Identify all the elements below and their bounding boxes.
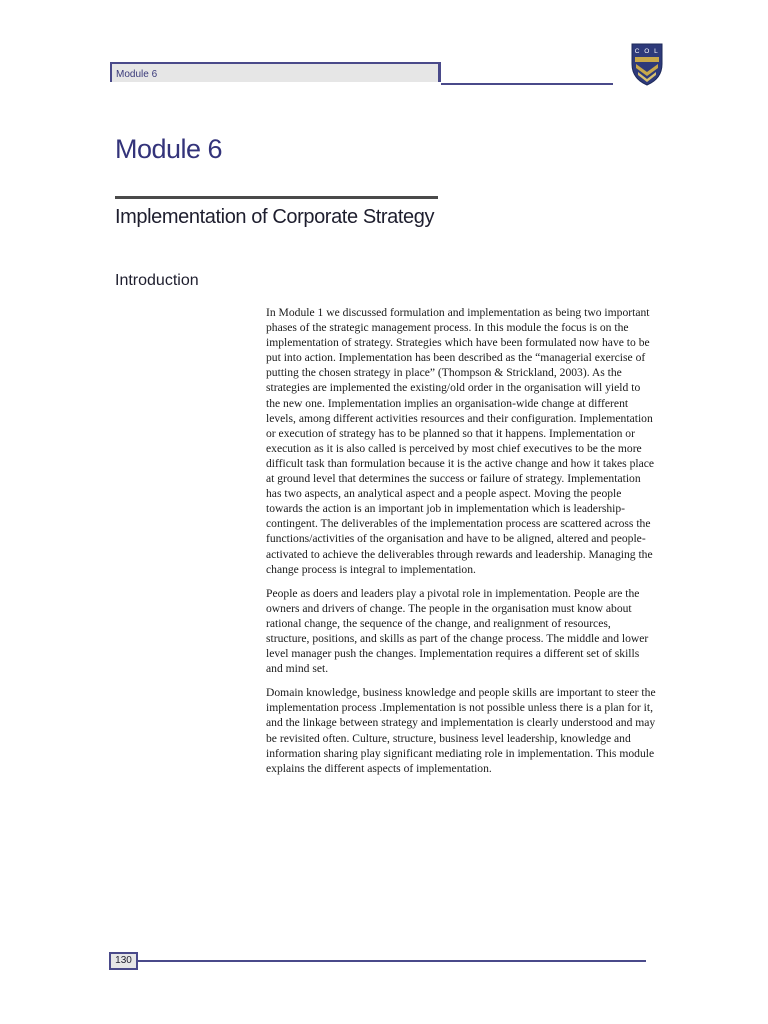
module-title: Module 6 xyxy=(115,134,223,164)
body-text xyxy=(266,305,656,785)
paragraph: People as doers and leaders play a pivotal role in implementation. People are the owners and drivers of change. The people in the organisation must know about rational change, the sequence of the change, and realignment of resources, structure, positions, and skills as part of the change process. The middle and lower level manager push the changes. Implementation requires a different set of skills and mind set. xyxy=(266,586,649,676)
paragraph: In Module 1 we discussed formulation and implementation as being two important phases of the strategic management process. In this module the focus is on the implementation of strategy. Strategies which have been formulated now have to be put into action. Implementation has been described as the “managerial exercise of putting the chosen strategy in place” (Thompson & Strickland, 2003). As the strategies are implemented the existing/old order in the organisation will yield to the new one. Implementation implies an organisation-wide change at different levels, among different activities resources and their configuration. Implementation or execution of strategy has to be planned so that it happens. Implementation or execution as it is also called is perceived by most chief executives to be the more difficult task than formulation because it is the active change and how it takes place at ground level that determines the success or failure of strategy. Implementation has two aspects, an analytical aspect and a people aspect. Moving the people towards the action is an important job in implementation which is leadership-contingent. The deliverables of the implementation process are scattered across the functions/activities of the organisation and have to be aligned, altered and people-activated to achieve the deliverables through rewards and leadership. Managing the change process is integral to implementation. xyxy=(266,306,655,576)
footer-rule xyxy=(138,960,646,962)
section-title: Implementation of Corporate Strategy xyxy=(115,206,435,228)
subsection-title: Introduction xyxy=(115,272,199,289)
page-number: 130 xyxy=(109,952,138,970)
header-rule xyxy=(441,83,613,85)
paragraph: Domain knowledge, business knowledge and people skills are important to steer the implementation process .Implementation is not possible unless there is a plan for it, and the linkage between strategy and implementation is clearly understood and may be revisited often. Culture, structure, business level leadership, knowledge and information sharing play significant mediating role in implementation. This module explains the different aspects of implementation. xyxy=(266,686,656,775)
running-header-title: Module 6 xyxy=(116,69,158,80)
title-rule xyxy=(115,196,438,199)
svg-text:C O L: C O L xyxy=(634,48,660,55)
header-bar xyxy=(110,62,441,82)
col-crest-logo-icon xyxy=(630,42,664,86)
